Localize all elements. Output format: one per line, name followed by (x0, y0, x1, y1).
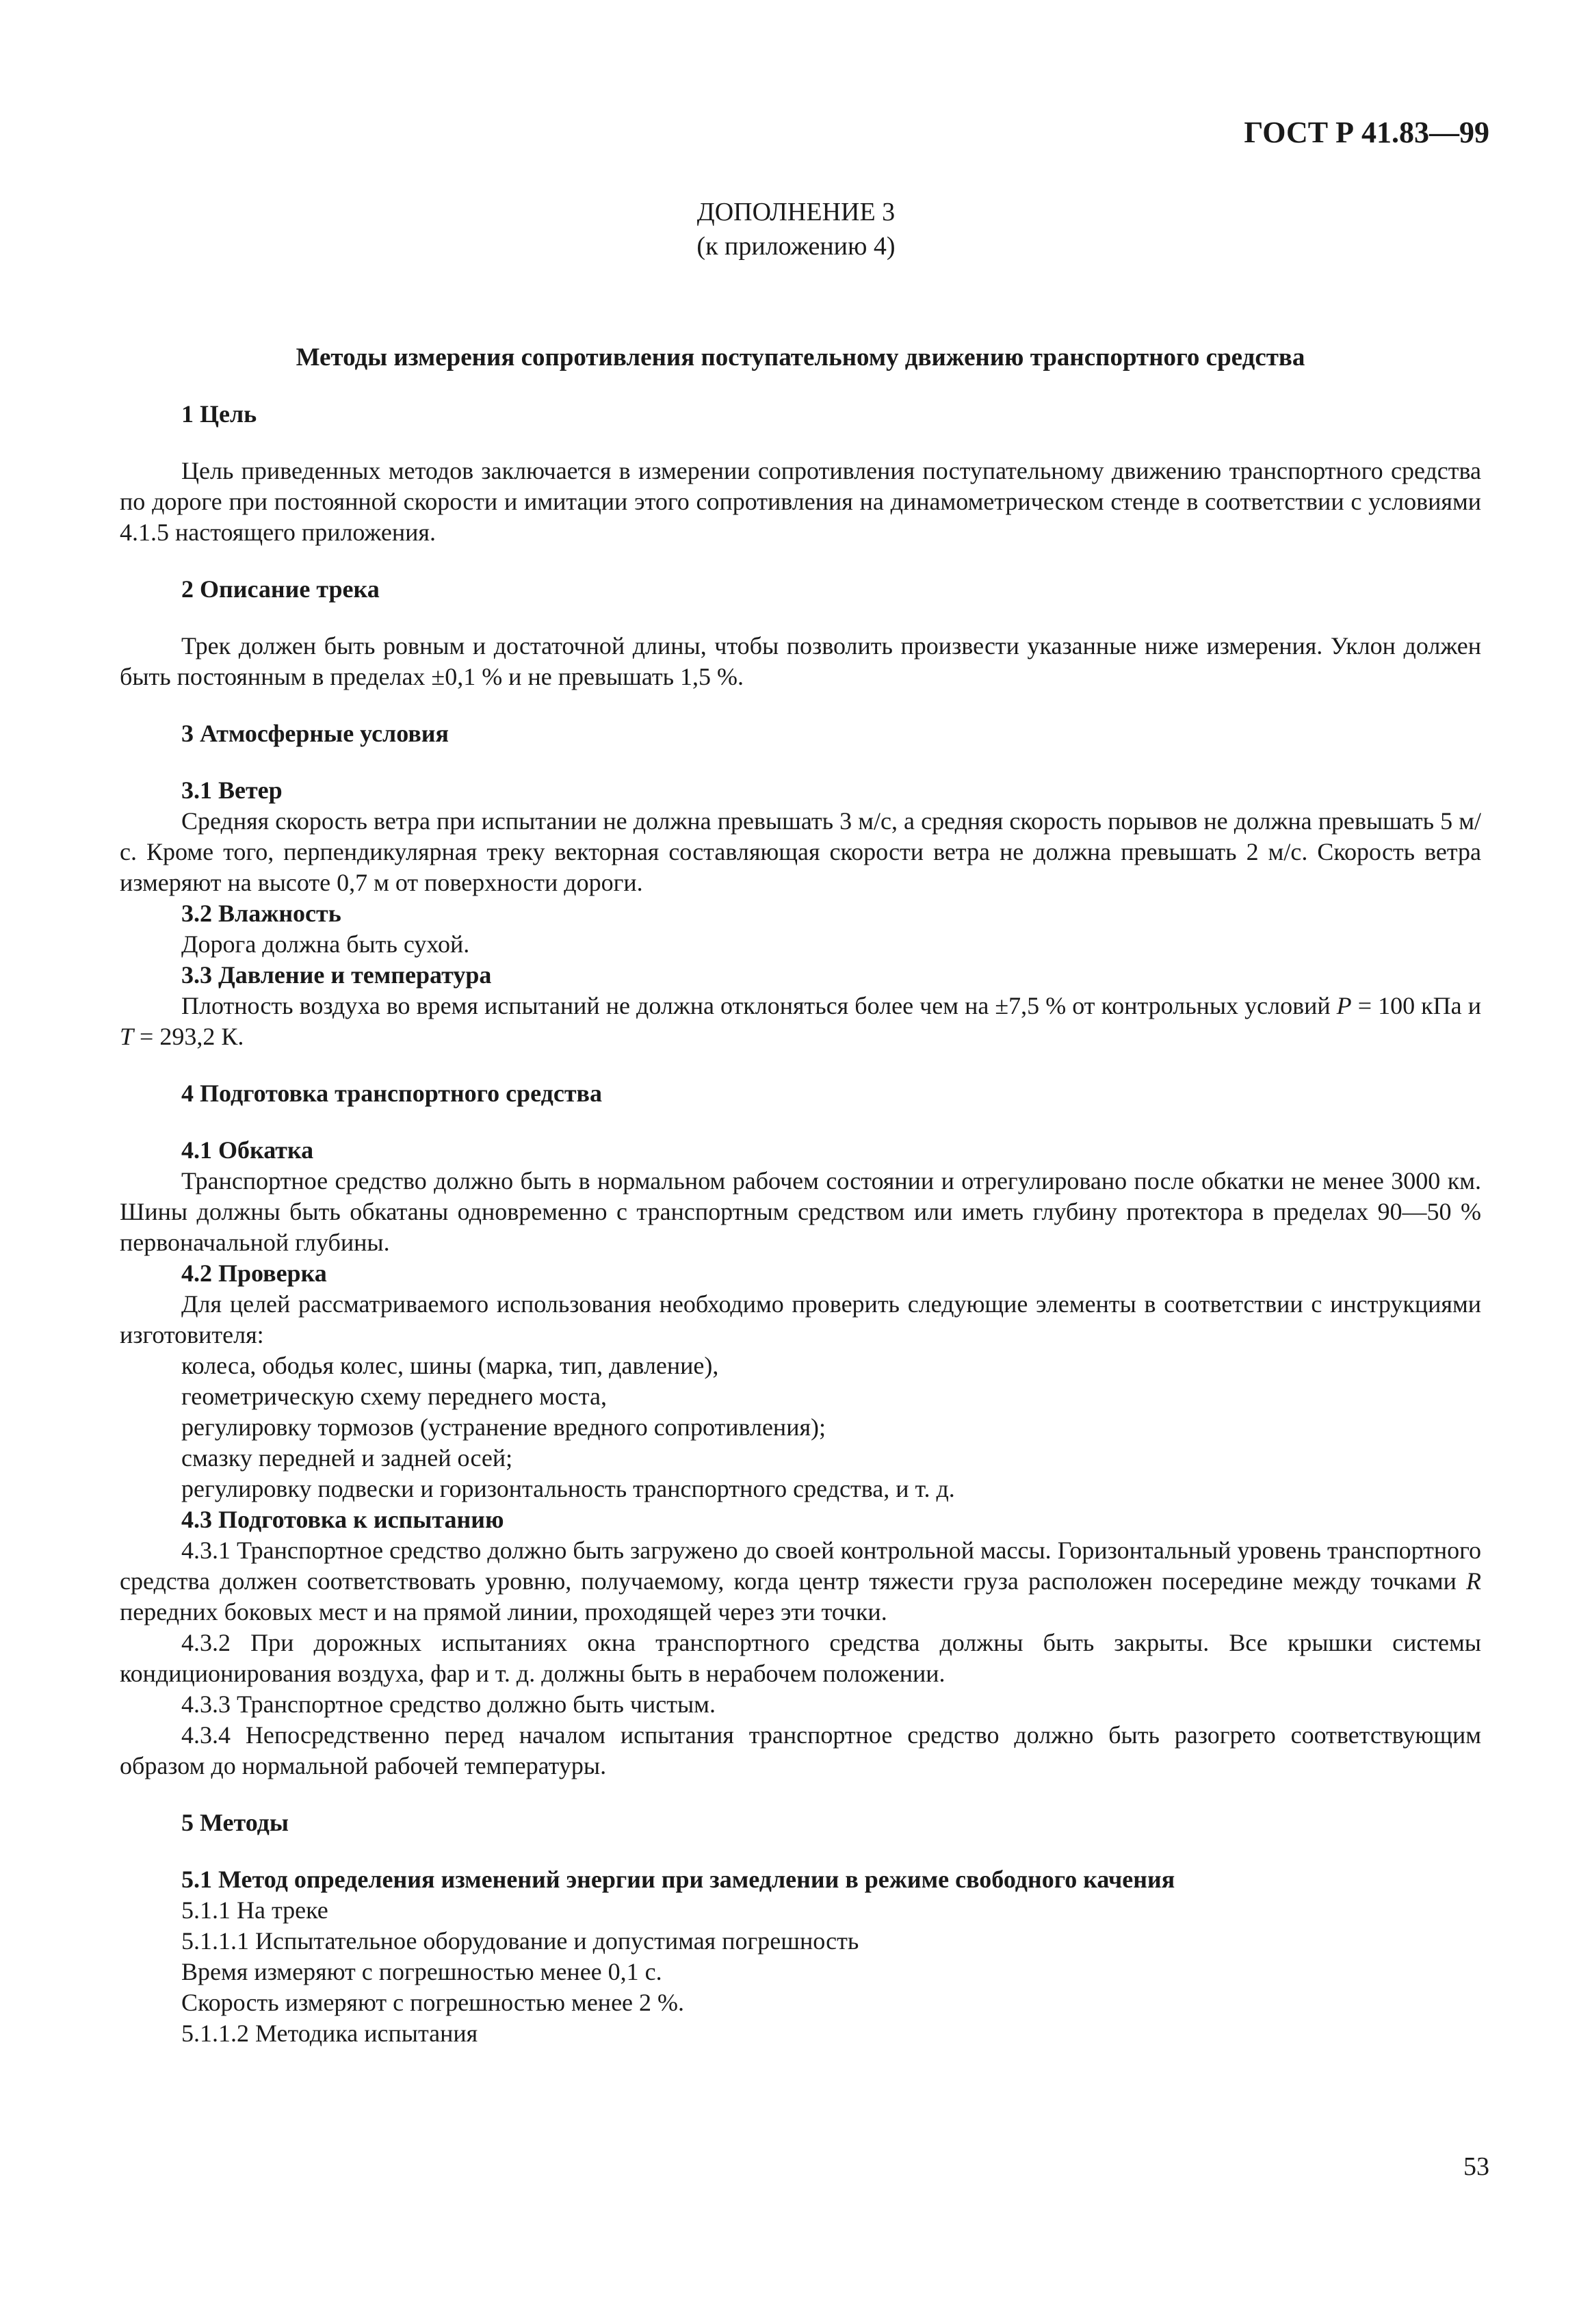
section-5-line: 5.1.1 На треке (181, 1896, 328, 1924)
check-list-item: геометрическую схему переднего моста, (181, 1383, 607, 1410)
section-5-line: 5.1.1.1 Испытательное оборудование и допустимая погрешность (181, 1927, 859, 1955)
section-4-3-heading: 4.3 Подготовка к испытанию (181, 1506, 504, 1533)
check-list-item: регулировку тормозов (устранение вредного сопротивления); (181, 1413, 826, 1441)
section-5-line: 5.1.1.2 Методика испытания (181, 2020, 478, 2047)
section-4-1-text: Транспортное средство должно быть в нормальном рабочем состоянии и отрегулировано после обкатки не менее 3000 км. Шины должны быть обкатаны одновременно с транспортным средством или иметь глубину протектора в пределах 90—50 % первоначальной глубины. (120, 1167, 1481, 1256)
appendix-ref: (к приложению 4) (696, 232, 896, 261)
section-4-3-2-text: 4.3.2 При дорожных испытаниях окна транспортного средства должны быть закрыты. Все крышки системы кондиционирования воздуха, фар и т. д. должны быть в нерабочем положении. (120, 1629, 1481, 1687)
temperature-symbol: T (120, 1023, 134, 1050)
section-4-2-heading: 4.2 Проверка (181, 1259, 327, 1287)
section-3-3-heading: 3.3 Давление и температура (181, 961, 492, 989)
standard-code: ГОСТ Р 41.83—99 (1244, 116, 1489, 149)
document-body (120, 342, 1481, 2049)
section-1-text: Цель приведенных методов заключается в измерении сопротивления поступательному движению транспортного средства по дороге при постоянной скорости и имитации этого сопротивления на динамометрическом стенде в соответствии с условиями 4.1.5 настоящего приложения. (120, 457, 1481, 546)
section-3-1-text: Средняя скорость ветра при испытании не должна превышать 3 м/с, а средняя скорость порывов не должна превышать 5 м/с. Кроме того, перпендикулярная треку векторная составляющая скорости ветра не должна превышать 2 м/с. Скорость ветра измеряют на высоте 0,7 м от поверхности дороги. (120, 807, 1481, 896)
appendix-heading (0, 195, 1592, 263)
section-4-3-3-text: 4.3.3 Транспортное средство должно быть чистым. (181, 1690, 716, 1718)
section-4-3-1-text-a: 4.3.1 Транспортное средство должно быть загружено до своей контрольной массы. Горизонтальный уровень транспортного средства должен соответствовать уровню, получаемому, когда центр тяжести груза расположен посередине между точками (120, 1537, 1481, 1595)
section-4-3-1-text-b: передних боковых мест и на прямой линии, проходящей через эти точки. (120, 1598, 887, 1626)
section-4-2-text: Для целей рассматриваемого использования необходимо проверить следующие элементы в соответствии с инструкциями изготовителя: (120, 1290, 1481, 1348)
section-3-2-text: Дорога должна быть сухой. (181, 930, 470, 958)
section-2-text: Трек должен быть ровным и достаточной длины, чтобы позволить произвести указанные ниже измерения. Уклон должен быть постоянным в пределах ±0,1 % и не превышать 1,5 %. (120, 632, 1481, 690)
section-4-3-1-text (120, 1535, 1481, 1628)
section-1-heading: 1 Цель (181, 400, 257, 428)
check-list-item: регулировку подвески и горизонтальность транспортного средства, и т. д. (181, 1475, 955, 1502)
section-4-3-4-text: 4.3.4 Непосредственно перед началом испытания транспортное средство должно быть разогрето соответствующим образом до нормальной рабочей температуры. (120, 1721, 1481, 1779)
section-2-heading: 2 Описание трека (181, 575, 380, 603)
section-3-1-heading: 3.1 Ветер (181, 776, 283, 804)
check-list-item: колеса, ободья колес, шины (марка, тип, давление), (181, 1352, 719, 1379)
section-3-3-text-c: = 293,2 К. (133, 1023, 244, 1050)
pressure-symbol: P (1336, 992, 1352, 1019)
page-number: 53 (1463, 2152, 1489, 2181)
section-5-line: Время измеряют с погрешностью менее 0,1 с. (181, 1958, 662, 1985)
section-5-line: Скорость измеряют с погрешностью менее 2 %. (181, 1989, 685, 2016)
section-3-3-text-b: = 100 кПа и (1351, 992, 1481, 1019)
section-5-heading: 5 Методы (181, 1809, 289, 1836)
section-4-heading: 4 Подготовка транспортного средства (181, 1080, 602, 1107)
section-3-3-text-a: Плотность воздуха во время испытаний не должна отклоняться более чем на ±7,5 % от контрольных условий (181, 992, 1337, 1019)
check-list-item: смазку передней и задней осей; (181, 1444, 513, 1472)
point-r-symbol: R (1466, 1567, 1481, 1595)
section-4-1-heading: 4.1 Обкатка (181, 1136, 314, 1164)
section-3-3-text (120, 991, 1481, 1052)
section-3-2-heading: 3.2 Влажность (181, 900, 341, 927)
appendix-title: ДОПОЛНЕНИЕ 3 (696, 198, 896, 226)
document-title: Методы измерения сопротивления поступательному движению транспортного средства (296, 343, 1305, 371)
section-5-1-heading: 5.1 Метод определения изменений энергии при замедлении в режиме свободного качения (181, 1866, 1175, 1893)
section-3-heading: 3 Атмосферные условия (181, 720, 449, 747)
